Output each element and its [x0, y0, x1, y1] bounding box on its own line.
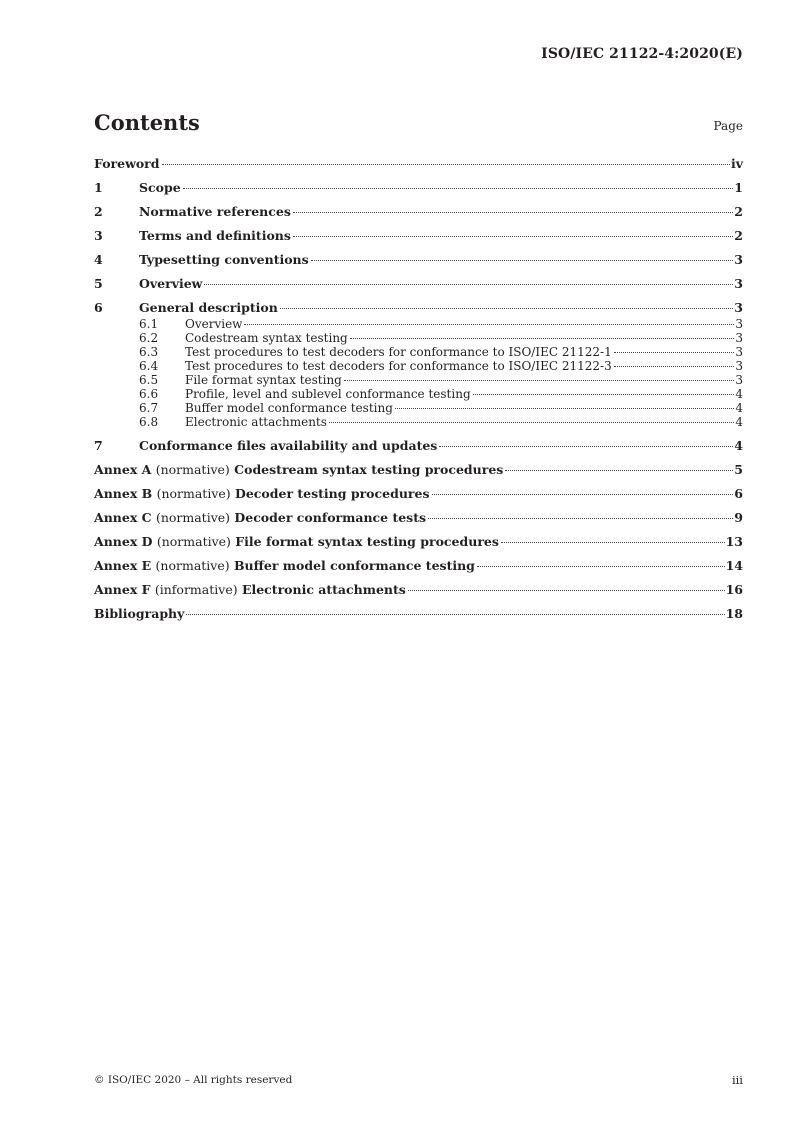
- annex-label: Annex F: [94, 582, 151, 597]
- copyright-notice: © ISO/IEC 2020 – All rights reserved: [94, 1074, 293, 1086]
- toc-entry-number: 5: [94, 276, 103, 291]
- leader-dots: [186, 614, 724, 615]
- toc-entry-page: 3: [735, 317, 743, 331]
- toc-subentry-6-8[interactable]: [94, 415, 743, 429]
- annex-kind: (normative): [156, 534, 231, 549]
- leader-dots: [329, 422, 734, 423]
- toc-entry-title: Electronic attachments: [185, 415, 327, 429]
- toc-entry-annex-b[interactable]: [94, 485, 743, 509]
- leader-dots: [473, 394, 735, 395]
- toc-entry-page: 18: [725, 606, 743, 621]
- toc-entry-title: Overview: [139, 276, 203, 291]
- leader-dots: [408, 590, 725, 591]
- annex-kind: (informative): [154, 582, 238, 597]
- toc-entry-title: Normative references: [139, 204, 291, 219]
- toc-entry-clause-7[interactable]: [94, 437, 743, 461]
- annex-label: Annex E: [94, 558, 152, 573]
- toc-entry-title: Conformance files availability and updates: [139, 438, 438, 453]
- leader-dots: [477, 566, 725, 567]
- toc-entry-title: Decoder testing procedures: [235, 486, 430, 501]
- toc-entry-annex-e[interactable]: [94, 557, 743, 581]
- toc-entry-number: 3: [94, 228, 103, 243]
- toc-subentry-6-4[interactable]: [94, 359, 743, 373]
- toc-entry-page: 5: [734, 462, 743, 477]
- leader-dots: [439, 446, 733, 447]
- toc-entry-title: General description: [139, 300, 278, 315]
- annex-kind: (normative): [155, 558, 230, 573]
- document-id: ISO/IEC 21122-4:2020(E): [541, 46, 743, 62]
- annex-label: Annex D: [94, 534, 153, 549]
- toc-entry-number: 6.7: [139, 401, 159, 415]
- toc-entry-page: iv: [730, 156, 743, 171]
- leader-dots: [428, 518, 733, 519]
- toc-entry-page: 4: [735, 415, 743, 429]
- toc-entry-title: Terms and definitions: [139, 228, 291, 243]
- toc-subentry-6-1[interactable]: [94, 317, 743, 331]
- leader-dots: [162, 164, 730, 165]
- toc-entry-title: Test procedures to test decoders for conformance to ISO/IEC 21122-1: [185, 345, 612, 359]
- toc-entry-title: Typesetting conventions: [139, 252, 309, 267]
- leader-dots: [501, 542, 725, 543]
- toc-entry-page: 3: [735, 359, 743, 373]
- toc-entry-foreword[interactable]: [94, 155, 743, 179]
- toc-entry-title: Profile, level and sublevel conformance testing: [185, 387, 471, 401]
- leader-dots: [350, 338, 735, 339]
- leader-dots: [395, 408, 734, 409]
- annex-kind: (normative): [155, 462, 230, 477]
- toc-entry-page: 3: [734, 300, 743, 315]
- leader-dots: [432, 494, 734, 495]
- toc-entry-title: Codestream syntax testing procedures: [234, 462, 504, 477]
- toc-entry-annex-c[interactable]: [94, 509, 743, 533]
- toc-entry-page: 2: [734, 204, 743, 219]
- leader-dots: [614, 366, 735, 367]
- contents-title: Contents: [94, 110, 200, 135]
- toc-subentry-6-5[interactable]: [94, 373, 743, 387]
- toc-entry-number: 6.1: [139, 317, 159, 331]
- toc-entry-page: 6: [734, 486, 743, 501]
- toc-entry-page: 3: [735, 345, 743, 359]
- toc-entry-page: 3: [734, 276, 743, 291]
- leader-dots: [204, 284, 733, 285]
- leader-dots: [280, 308, 733, 309]
- table-of-contents: [94, 155, 743, 629]
- toc-subentry-6-3[interactable]: [94, 345, 743, 359]
- toc-entry-annex-f[interactable]: [94, 581, 743, 605]
- toc-entry-number: 6: [94, 300, 103, 315]
- toc-entry-clause-6[interactable]: [94, 299, 743, 317]
- toc-subentry-6-2[interactable]: [94, 331, 743, 345]
- toc-entry-title: File format syntax testing: [185, 373, 342, 387]
- toc-entry-clause-5[interactable]: [94, 275, 743, 299]
- leader-dots: [614, 352, 735, 353]
- toc-entry-number: 6.8: [139, 415, 159, 429]
- toc-entry-page: 1: [734, 180, 743, 195]
- toc-entry-number: 6.3: [139, 345, 159, 359]
- toc-entry-page: 2: [734, 228, 743, 243]
- toc-entry-title: Decoder conformance tests: [234, 510, 427, 525]
- toc-entry-page: 13: [725, 534, 743, 549]
- toc-entry-clause-3[interactable]: [94, 227, 743, 251]
- toc-entry-title: Bibliography: [94, 606, 185, 621]
- toc-entry-number: 2: [94, 204, 103, 219]
- toc-entry-page: 3: [735, 373, 743, 387]
- toc-entry-number: 6.4: [139, 359, 159, 373]
- toc-entry-number: 7: [94, 438, 103, 453]
- toc-entry-number: 6.2: [139, 331, 159, 345]
- page-column-label: Page: [713, 119, 743, 133]
- toc-entry-clause-2[interactable]: [94, 203, 743, 227]
- toc-entry-clause-4[interactable]: [94, 251, 743, 275]
- toc-entry-number: 4: [94, 252, 103, 267]
- toc-entry-page: 16: [725, 582, 743, 597]
- annex-label: Annex C: [94, 510, 152, 525]
- toc-entry-title: Foreword: [94, 156, 160, 171]
- toc-entry-title: File format syntax testing procedures: [235, 534, 499, 549]
- toc-entry-page: 4: [735, 387, 743, 401]
- toc-entry-clause-1[interactable]: [94, 179, 743, 203]
- toc-entry-bibliography[interactable]: [94, 605, 743, 629]
- leader-dots: [183, 188, 734, 189]
- toc-entry-annex-a[interactable]: [94, 461, 743, 485]
- annex-kind: (normative): [156, 486, 231, 501]
- toc-entry-number: 6.5: [139, 373, 159, 387]
- leader-dots: [244, 324, 734, 325]
- toc-entry-title: Electronic attachments: [241, 582, 406, 597]
- toc-entry-number: 1: [94, 180, 103, 195]
- toc-entry-title: Codestream syntax testing: [185, 331, 348, 345]
- toc-entry-annex-d[interactable]: [94, 533, 743, 557]
- leader-dots: [505, 470, 733, 471]
- annex-label: Annex A: [94, 462, 152, 477]
- leader-dots: [344, 380, 734, 381]
- toc-subentry-6-7[interactable]: [94, 401, 743, 415]
- toc-entry-title: Test procedures to test decoders for conformance to ISO/IEC 21122-3: [185, 359, 612, 373]
- toc-entry-title: Buffer model conformance testing: [185, 401, 393, 415]
- toc-entry-title: Scope: [139, 180, 181, 195]
- toc-entry-page: 4: [734, 438, 743, 453]
- toc-entry-title: Buffer model conformance testing: [233, 558, 475, 573]
- toc-subentry-6-6[interactable]: [94, 387, 743, 401]
- toc-entry-page: 4: [735, 401, 743, 415]
- toc-entry-page: 14: [725, 558, 743, 573]
- spacer: [94, 429, 743, 437]
- leader-dots: [293, 212, 733, 213]
- toc-entry-page: 3: [734, 252, 743, 267]
- toc-entry-page: 9: [734, 510, 743, 525]
- page-number: iii: [731, 1073, 743, 1087]
- toc-entry-number: 6.6: [139, 387, 159, 401]
- toc-entry-page: 3: [735, 331, 743, 345]
- toc-entry-title: Overview: [185, 317, 243, 331]
- leader-dots: [293, 236, 733, 237]
- annex-kind: (normative): [155, 510, 231, 525]
- leader-dots: [311, 260, 734, 261]
- annex-label: Annex B: [94, 486, 153, 501]
